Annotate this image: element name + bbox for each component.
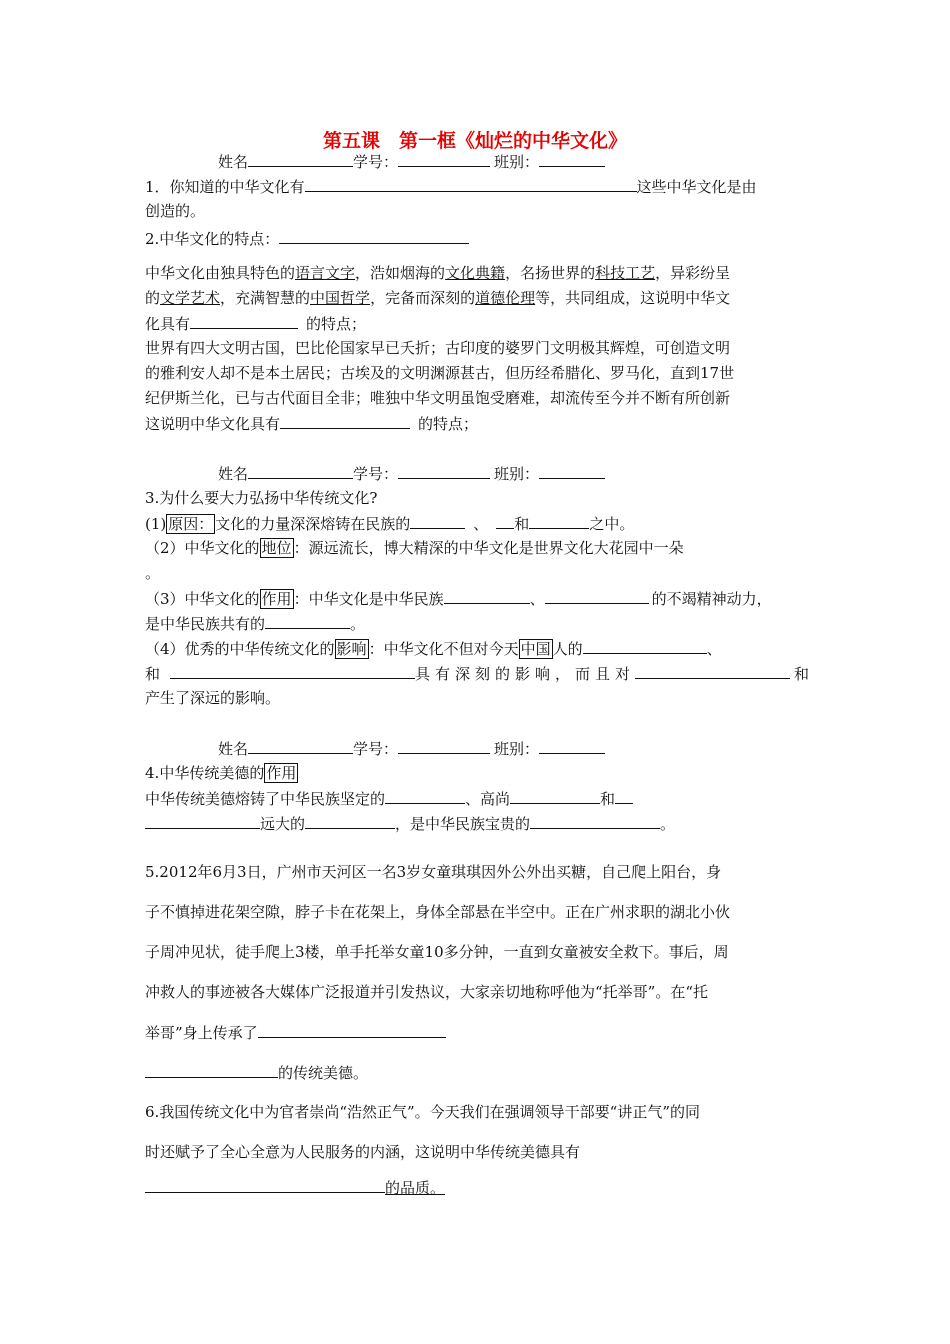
q3-role-line: （3）中华文化的 作用 ：中华文化是中华民族 、 的不竭精神动力， [145,590,772,608]
class-label: 班别： [494,153,540,171]
class-blank[interactable] [539,151,605,167]
q1-line: 1．你知道的中华文化有 这些中华文化是由 [145,178,757,196]
q3-blank[interactable] [410,513,465,529]
q3-blank[interactable] [265,613,350,629]
q3-role-continuation: 是中华民族共有的 。 [145,615,366,633]
boxed-term: 作用 [261,590,292,608]
q5-line: 子周冲见状，徒手爬上3楼，单手托举女童10多分钟，一直到女童被安全救下。事后，周 [145,943,729,961]
q3-position-continuation: 。 [145,564,161,582]
term-philosophy: 中国哲学 [310,289,371,307]
q4-line: 远大的 ，是中华民族宝贵的 。 [145,813,675,834]
q3-heading: 3.为什么要大力弘扬中华传统文化? [145,489,378,507]
q5-line: 举哥”身上传承了 [145,1022,446,1043]
q4-blank[interactable] [305,813,395,829]
q2-para-line: 的雅利安人却不是本土居民；古埃及的文明渊源甚古，但历经希腊化、罗马化，直到17世 [145,364,735,382]
q3-influence-line: 和 具有深刻的影响，而且对 和 [145,665,810,683]
q5-line: 5.2012年6月3日，广州市天河区一名3岁女童琪琪因外公外出买糖，自己爬上阳台，身 [145,863,722,881]
student-info-line: 姓名 学号： 班别： [218,463,605,484]
q3-reason-line: (1) 原因： 文化的力量深深熔铸在民族的 、 和 之中。 [145,515,635,533]
q4-blank[interactable] [145,813,260,829]
term-ethics: 道德伦理 [475,289,536,307]
q2-para-line: 中华文化由独具特色的语言文字，浩如烟海的文化典籍，名扬世界的科技工艺，异彩纷呈 [145,264,731,282]
student-info-line: 姓名 学号： 班别： [218,738,605,759]
q4-heading: 4.中华传统美德的 作用 [145,764,297,782]
q5-blank[interactable] [145,1062,278,1078]
q3-blank[interactable] [496,513,514,529]
q1-blank[interactable] [305,176,637,192]
q2-para-line: 这说明中华文化具有 的特点； [145,415,479,433]
q5-line: 的传统美德。 [145,1062,368,1083]
q4-blank[interactable] [510,788,600,804]
q4-blank[interactable] [385,788,465,804]
q2-blank[interactable] [279,228,469,244]
term-language: 语言文字 [295,264,356,282]
q3-influence-line: （4）优秀的中华传统文化的 影响 ：中华文化不但对今天 中国 人的 、 [145,640,722,658]
boxed-term: 中国 [520,640,551,658]
term-art: 文学艺术 [160,289,221,307]
class-blank[interactable] [539,463,605,479]
term-classics: 文化典籍 [445,264,506,282]
term-technology: 科技工艺 [595,264,656,282]
id-label: 学号： [353,153,399,171]
q2-heading: 2.中华文化的特点： [145,228,469,249]
name-blank[interactable] [248,463,353,479]
q3-position-line: （2）中华文化的 地位 ：源远流长，博大精深的中华文化是世界文化大花园中一朵 [145,539,684,557]
boxed-term: 地位 [261,539,292,557]
q2-feature-blank-2[interactable] [280,413,410,429]
name-label: 姓名 [218,153,249,171]
q2-para-line: 化具有 的特点； [145,315,367,333]
q5-blank[interactable] [258,1022,446,1038]
boxed-term: 作用 [266,764,297,782]
q6-line: 的品质。 [145,1177,445,1198]
student-info-line [218,151,605,172]
name-blank[interactable] [248,738,353,754]
q3-blank[interactable] [635,663,790,679]
id-blank[interactable] [398,463,490,479]
q5-line: 冲救人的事迹被各大媒体广泛报道并引发热议，大家亲切地称呼他为“托举哥”。在“托 [145,983,709,1001]
q2-para-line: 纪伊斯兰化，已与古代面目全非；唯独中华文明虽饱受磨难，却流传至今并不断有所创新 [145,389,731,407]
q4-line: 中华传统美德熔铸了中华民族坚定的 、高尚 和 [145,788,633,809]
page-title: 第五课 第一框《灿烂的中华文化》 [322,130,627,152]
q6-blank[interactable] [145,1177,385,1193]
id-blank[interactable] [398,151,490,167]
q4-blank[interactable] [530,813,660,829]
q3-influence-continuation: 产生了深远的影响。 [145,689,281,707]
q3-blank[interactable] [545,588,649,604]
name-blank[interactable] [248,151,353,167]
q4-blank[interactable] [615,788,633,804]
q3-blank[interactable] [444,588,530,604]
q5-line: 子不慎掉进花架空隙，脖子卡在花架上，身体全部悬在半空中。正在广州求职的湖北小伙 [145,903,731,921]
q2-para-line: 世界有四大文明古国，巴比伦国家早已夭折；古印度的婆罗门文明极其辉煌，可创造文明 [145,339,731,357]
q3-blank[interactable] [529,513,589,529]
boxed-term: 原因： [168,515,214,533]
q3-blank[interactable] [170,663,415,679]
q6-line: 时还赋予了全心全意为人民服务的内涵，这说明中华传统美德具有 [145,1143,581,1161]
q6-line: 6.我国传统文化中为官者崇尚“浩然正气”。今天我们在强调领导干部要“讲正气”的同 [145,1103,700,1121]
q3-blank[interactable] [583,638,707,654]
q1-continuation: 创造的。 [145,202,206,220]
boxed-term: 影响 [336,640,367,658]
class-blank[interactable] [539,738,605,754]
q2-feature-blank-1[interactable] [190,313,298,329]
id-blank[interactable] [398,738,490,754]
q2-para-line: 的文学艺术，充满智慧的中国哲学，完备而深刻的道德伦理等，共同组成，这说明中华文 [145,289,731,307]
